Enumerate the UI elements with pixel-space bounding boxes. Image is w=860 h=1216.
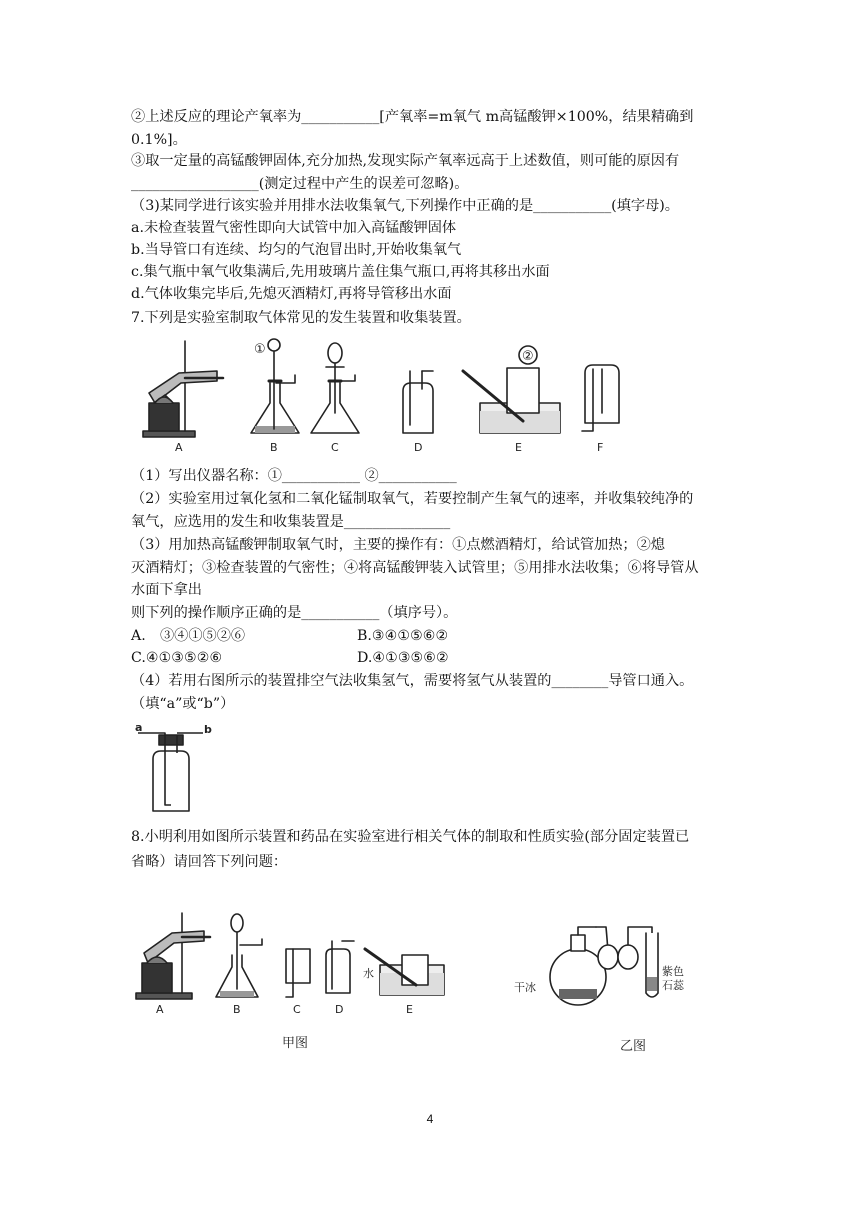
bottle-port-b-label: b (204, 723, 212, 736)
jia-label-b: B (233, 1003, 241, 1016)
jia-label-d: D (335, 1003, 344, 1016)
q6-line-1: ②上述反应的理论产氧率为___________[产氧率=m氧气 m高锰酸钾×100%，结果精确到 (131, 109, 694, 125)
q6-line-5: （3)某同学进行该实验并用排水法收集氧气,下列操作中正确的是___________(填字母)。 (131, 198, 679, 214)
bottle-port-a-label: a (135, 723, 143, 734)
q7-part-4b: （填“a”或“b”） (131, 696, 235, 712)
q7-part-3d: 则下列的操作顺序正确的是___________（填序号）。 (131, 605, 458, 621)
fig-mark-1: ① (254, 342, 266, 357)
jia-label-c: C (293, 1003, 301, 1016)
apparatus-a-heating (143, 341, 223, 437)
q6-option-b: b.当导管口有连续、均匀的气泡冒出时,开始收集氧气 (131, 242, 462, 258)
jia-label-e: E (406, 1003, 413, 1016)
q7-option-d: D.④①③⑤⑥② (357, 650, 449, 666)
litmus-label-line2: 石蕊 (662, 979, 684, 992)
q6-line-3: ③取一定量的高锰酸钾固体,充分加热,发现实际产氧率远高于上述数值，则可能的原因有 (131, 153, 680, 169)
apparatus-e-water-trough (463, 346, 560, 433)
jia-caption: 甲图 (282, 1036, 309, 1051)
jia-apparatus-e (365, 949, 444, 995)
fig-label-c: C (331, 441, 339, 454)
q6-option-a: a.未检查装置气密性即向大试管中加入高锰酸钾固体 (131, 220, 457, 236)
jia-apparatus-a (136, 913, 210, 999)
fig-label-d: D (414, 441, 423, 454)
q7-option-b: B.③④①⑤⑥② (357, 628, 449, 644)
jia-apparatus-c (286, 949, 310, 997)
apparatus-c-flask-separatory-funnel (311, 343, 359, 433)
q7-part-2a: （2）实验室用过氧化氢和二氧化锰制取氧气，若要控制产生氧气的速率，并收集较纯净的 (131, 491, 694, 507)
q7-part-4a: （4）若用右图所示的装置排空气法收集氢气，需要将氢气从装置的________导管口通入。 (131, 673, 694, 689)
apparatus-f-bottle (582, 365, 619, 431)
q7-title: 7.下列是实验室制取气体常见的发生装置和收集装置。 (131, 310, 471, 326)
q7-part-1: （1）写出仪器名称：①___________ ②___________ (131, 468, 457, 484)
jia-apparatus-d (326, 941, 354, 993)
q6-option-c: c.集气瓶中氧气收集满后,先用玻璃片盖住集气瓶口,再将其移出水面 (131, 264, 550, 280)
q7-part-3a: （3）用加热高锰酸钾制取氧气时，主要的操作有：①点燃酒精灯，给试管加热；②熄 (131, 537, 665, 553)
q8-line-1: 8.小明利用如图所示装置和药品在实验室进行相关气体的制取和性质实验(部分固定装置已 (131, 829, 690, 845)
q8-figures (130, 905, 690, 1065)
jia-apparatus-b (216, 914, 262, 997)
q7-part-2b: 氧气，应选用的发生和收集装置是_______________ (131, 514, 451, 530)
apparatus-figure-a-to-f (135, 333, 625, 458)
q6-option-d: d.气体收集完毕后,先熄灭酒精灯,再将导管移出水面 (131, 286, 452, 302)
q6-line-4: __________________(测定过程中产生的误差可忽略)。 (131, 176, 469, 192)
jia-label-a: A (156, 1003, 164, 1016)
yi-apparatus (550, 927, 658, 1005)
q8-line-2: 省略）请回答下列问题： (131, 854, 288, 870)
fig-label-b: B (270, 441, 278, 454)
fig-label-f: F (597, 441, 604, 454)
fig-label-e: E (515, 441, 522, 454)
water-label: 水 (363, 967, 374, 980)
q7-part-3c: 水面下拿出 (131, 582, 202, 598)
litmus-label-line1: 紫色 (662, 965, 684, 978)
q7-option-c: C.④①③⑤②⑥ (131, 650, 223, 666)
page-number: 4 (426, 1112, 434, 1126)
q6-line-2: 0.1%]。 (131, 132, 187, 148)
q7-option-a: A. ③④①⑤②⑥ (131, 628, 246, 644)
gas-collection-bottle-figure (133, 723, 213, 818)
fig-mark-2: ② (522, 349, 534, 364)
apparatus-d-gas-bottle (403, 371, 433, 433)
dry-ice-label: 干冰 (514, 981, 536, 994)
q7-part-3b: 灭酒精灯；③检查装置的气密性；④将高锰酸钾装入试管里；⑤用排水法收集；⑥将导管从 (131, 560, 699, 576)
yi-caption: 乙图 (620, 1039, 647, 1054)
fig-label-a: A (175, 441, 183, 454)
